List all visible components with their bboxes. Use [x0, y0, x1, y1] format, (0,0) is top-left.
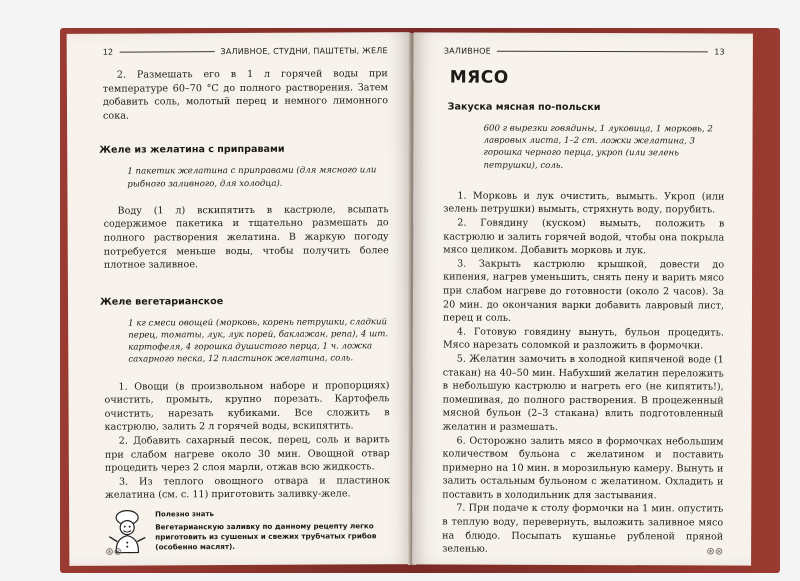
recipe2-step: 1. Овощи (в произвольном наборе и пропорциях) очистить, промыть, крупно порезать. Картофель очистить, нарезать кубиками. Все сложить в кастрюлю, залить 2 л горячей воды, вскипятить.: [104, 379, 390, 434]
recipe1-ingredients: 1 пакетик желатина с приправами (для мясного или рыбного заливного, для холодца).: [127, 165, 377, 190]
recipe-title: Закуска мясная по-польски: [447, 101, 601, 114]
recipe-step: 5. Желатин замочить в холодной кипяченой воде (1 стакан) на 40–50 мин. Набухший желатин переложить в небольшую кастрюлю и нагреть его (не кипятить!), помешивая, до полного растворения. В процеженный мясной бульон (2–3 стакана) влить подготовленный желатин и размешать.: [442, 353, 724, 433]
intro-paragraph: 2. Размешать его в 1 л горячей воды при температуре 60–70 °С до полного растворения. Затем добавить соль, молотый перец и немного лимонного сока.: [102, 68, 388, 122]
right-ornament: ⊛⊛: [706, 546, 724, 558]
recipe2-step: 3. Из теплого овощного отвара и пластинок желатина (см. с. 11) приготовить заливку-желе.: [104, 474, 390, 502]
recipe2-step: 2. Добавить сахарный песок, перец, соль и варить при слабом нагреве около 30 мин. Овощной отвар процедить через 2 слоя марли, отжав всю жидкость.: [104, 434, 390, 474]
recipe1-title: Желе из желатина с приправами: [99, 144, 285, 157]
tip-text: Вегетарианскую заливку по данному рецепту легко приготовить из сушеных и свежих трубчатых грибов (особенно маслят).: [155, 521, 377, 552]
left-page-number: 12: [102, 47, 114, 57]
recipe-step: 4. Готовую говядину вынуть, бульон процедить. Мясо нарезать соломкой и разложить в формочки.: [442, 326, 724, 352]
tip-box: [105, 507, 390, 554]
header-rule: [119, 51, 214, 52]
tip-content: [155, 507, 390, 552]
recipe-step: 6. Осторожно залить мясо в формочках небольшим количеством бульона с желатином и поставить примерно на 10 мин. в морозильную камеру. Вынуть и залить остальным бульоном с желатином. Охладить и поставить в холодильник для застывания.: [442, 435, 724, 502]
header-rule: [497, 51, 708, 53]
recipe1-step: Воду (1 л) вскипятить в кастрюле, всыпать содержимое пакетика и тщательно размешать до полного растворения желатина. В жаркую погоду потребуется меньше воды, чтобы получить более плотное заливное.: [103, 203, 389, 271]
recipe2-ingredients: 1 кг смеси овощей (морковь, корень петрушки, сладкий перец, томаты, лук, лук порей, баклажан, репа), 4 шт. картофеля, 4 горошка душистого перца, 1 ч. ложка сахарного песка, 12 пластинок желатина, соль.: [128, 316, 389, 365]
right-running-head: [444, 47, 725, 57]
left-ornament: ⊛⊛: [105, 546, 123, 558]
recipe-step: 3. Закрыть кастрюлю крышкой, довести до кипения, нагрев уменьшить, снять пену и варить мясо при слабом нагреве до готовности (около 2 часов). За 20 мин. до окончания варки добавить лавровый лист, перец и соль.: [442, 258, 725, 324]
left-page: [67, 32, 413, 566]
right-page-number: 13: [714, 47, 725, 57]
recipe-step: 1. Морковь и лук очистить, вымыть. Укроп (или зелень петрушки) вымыть, стряхнуть воду, порубить.: [443, 190, 725, 216]
left-running-head: [103, 46, 388, 56]
tip-title: Полезно знать: [155, 510, 214, 519]
right-page: [412, 32, 753, 565]
recipe-ingredients: 600 г вырезки говядины, 1 луковица, 1 морковь, 2 лавровых листа, 1–2 ст. ложки желатина, 3 горошка черного перца, укроп (или зелень петрушки), соль.: [483, 123, 713, 171]
recipe2-title: Желе вегетарианское: [99, 295, 224, 308]
recipe-step: 7. При подаче к столу формочки на 1 мин. опустить в теплую воду, перевернуть, выложить заливное мясо на блюдо. Посыпать кушанье рубленой пряной зеленью.: [442, 503, 724, 555]
left-running-title: ЗАЛИВНОЕ, СТУДНИ, ПАШТЕТЫ, ЖЕЛЕ: [220, 46, 388, 57]
right-running-title: ЗАЛИВНОЕ: [443, 46, 491, 56]
section-title: МЯСО: [449, 67, 509, 88]
recipe-step: 2. Говядину (куском) вымыть, положить в кастрюлю и залить горячей водой, чтобы она покрыла мясо целиком. Добавить морковь и лук.: [443, 217, 725, 257]
